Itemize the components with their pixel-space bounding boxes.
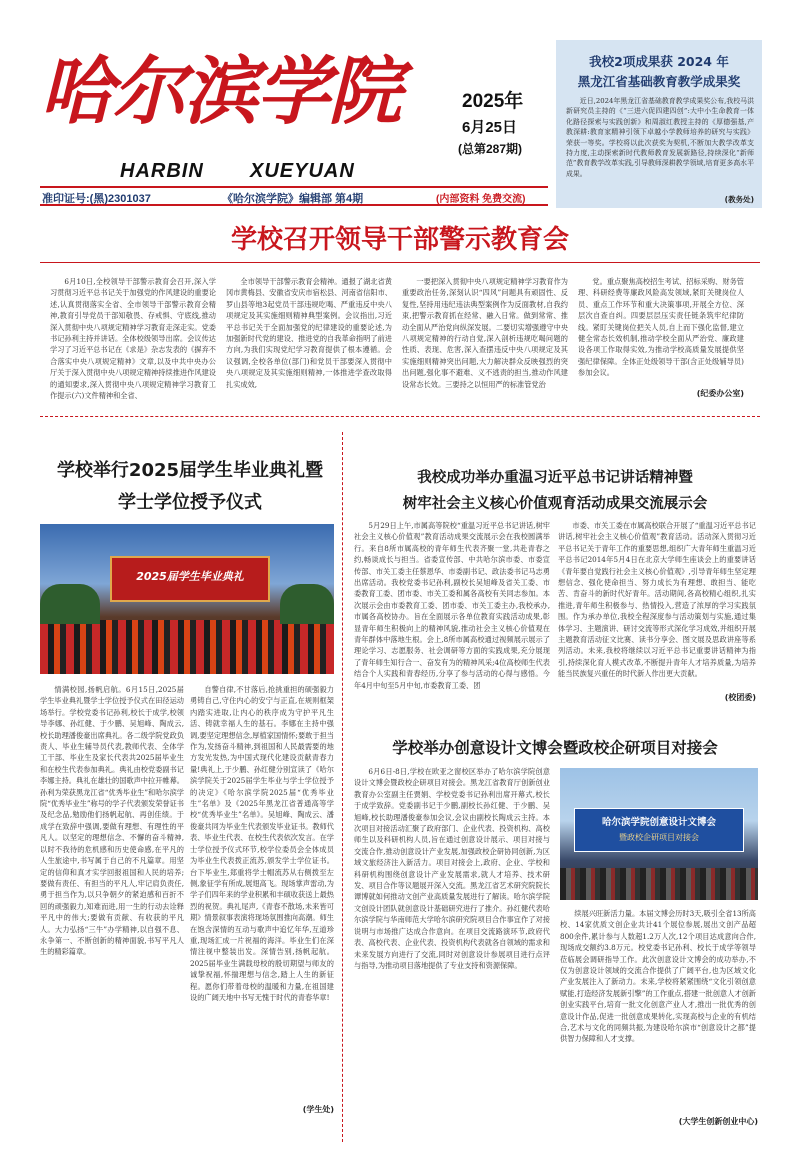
article1-rule — [40, 262, 760, 263]
article2-col1: 情满校园,扬帆启航。6月15日,2025届学生毕业典礼暨学士学位授予仪式在田径运动场举行。学校党委书记孙利,校长于成学,校领导李娜、孙红健、于少鹏、吴旭峰、陶成云,校长助理潘俊豪出席典礼。各二级学院党政负责人、毕业生辅导员代表,教师代表、全体学工干部、毕业生及家长代表共2025届毕业生和在校生代表参加典礼。典礼由校党委副书记李娜主持。典礼在雄壮的国歌声中拉开帷幕。孙利为荣获黑龙江省“优秀毕业生”和哈尔滨学院“优秀毕业生”称号的学子代表颁发荣誉证书及纪念品,勉励他们扬帆起航、再创佳绩。于成学在致辞中强调,要做有理想、有理性的平凡人。以坚定的理想信念、不懈的奋斗精神,以时不我待的危机感和历史使命感,在平凡的人生旅途中,书写属于自己的不凡篇章。用坚定的信仰和真才实学回报祖国和人民的培养;要做有责任、有担当的平凡人,牢记肩负责任,勇于担当作为,以只争朝夕的紧迫感和百折不回的顽强毅力,知难而进,用一生的行动去诠释平凡中的伟大;要做有贡献、有收获的平凡人。大力弘扬“三牛”办学精神,以自强不息、永争第一、不断创新的精神面貌,书写平凡人生的精彩篇章。 — [40, 685, 184, 957]
article4-headline: 学校举办创意设计文博会暨政校企研项目对接会 — [392, 739, 718, 757]
article3-signature: (校团委) — [724, 693, 756, 702]
graduate-crowd — [40, 620, 334, 674]
masthead-romanized-2: XUEYUAN — [250, 160, 355, 182]
masthead-year: 2025年 — [462, 91, 524, 112]
article3-headline-2: 树牢社会主义核心价值观育活动成果交流展示会 — [402, 496, 708, 512]
masthead-title: 哈尔滨学院 — [40, 49, 400, 135]
masthead — [40, 40, 550, 202]
article3-col1: 5月29日上午,市属高等院校“重温习近平总书记讲话,树牢社会主义核心价值观”教育活动成果交流展示会在我校圆满举行。来自8所市属高校的青年师生代表齐聚一堂,共赴青春之约,畅谈成长与担当。省委宣传部、中共哈尔滨市委、市委宣传部、市关工委主任蔡恩华、市委副书记、政法委书记马志勇出席活动。我校党委书记孙利,副校长吴旭峰及省关工委、市委教育工委、团市委、市关工委和属各高校有关同志参加。本次展示会由市委教育工委、团市委、市关工委主办,我校承办,市属各高校协办。旨在全面展示各单位教育实践活动成果,彰显青年师生积极向上的精神风貌,推动社会主义核心价值观在青年群体中落地生根。会上,8所市属高校通过视频展示展示了理论学习、志愿服务、社会调研等方面的实践成果,充分展现了青年师生知行合一、奋发有为的精神风采;4位高校师生代表结合个人实践和青春经历,分享了参与活动的心得与感悟。今年4月中旬至5月中旬,市委教育工委、团 — [354, 521, 550, 690]
article4-signature: (大学生创新创业中心) — [678, 1117, 758, 1126]
article2-headline-2: 学士学位授予仪式 — [118, 492, 262, 513]
trees-left — [40, 584, 100, 624]
expo-photo — [560, 768, 758, 900]
article4-col1: 6月6日-8日,学校在欧亚之窗校区举办了哈尔滨学院创意设计文博会暨政校企研项目对接会。黑龙江省教育厅创新创业教育办公室副主任贾娟、学校党委书记孙利出席开幕式,校长于成学致辞。党委副书记于少鹏,副校长孙红健、于少鹏、吴旭峰,校长助理潘俊豪参加会议,会议由副校长陶成云主持。本次项目对接活动汇聚了政府部门、企业代表、投资机构、高校师生以及科研机构人员,旨在通过创意设计展示、项目对接与交流合作,推动创意设计产业发展,加强政校企研协同创新,为区域文旅经济注入新活力。项目对接会上,政府、企业、学校和科研机构围绕创意设计产业发展需求,就人才培养、技术研发、项目合作等议题展开深入交流。黑龙江省艺术研究院院长谭博就如何推动文创产业高质量发展进行了解读。哈尔滨学院文创设计团队就创意设计基础研究进行了推介。孙红健代表哈尔滨学院与华南师范大学哈尔滨研究院项目合作事宜作了对接说明与市场推广达成合作意向。在项目交流路演环节,政府代表、高校代表、企业代表、投资机构代表就各自领域的需求和未来发展方向进行了交流,同时对创意设计参展项目进行点评与指导,为推动项目落地提供了专业支持和资源保障。 — [354, 767, 550, 970]
article2-col2: 自警自律,不甘落后,抢挑重担的硕强毅力勇铸自己,守住内心的安宁与正直,在规则框架内踏实进取,让内心的秩序成为守护平凡生活、铸就幸福人生的基石。李娜在主持中强调,要坚定理想信念,厚植家国情怀;要敢于担当作为,发扬奋斗精神,到祖国和人民最需要的地方发光发热,为中国式现代化建设贡献青春力量!典礼上,于少鹏、孙红健分别宣读了《哈尔滨学院关于2025届学生毕业与学士学位授予的决定》《哈尔滨学院2025届“优秀毕业生”名单》及《2025年黑龙江省普通高等学校“优秀毕业生”名单》。吴旭峰、陶成云、潘俊豪共同为毕业生代表颁发毕业证书。教师代表、毕业生代表、在校生代表依次发言。在学士学位授予仪式环节,校学位委员会全体成员为毕业生代表拨正流苏,颁发学士学位证书。台下毕业生,郑重将学士帽流苏从右侧拨至左侧,象征学有所成,展翅高飞。现场掌声雷动,为学子们四年来的学业积累和丰硕收获送上最热烈的祝贺。典礼尾声,《青春不散场,未来皆可期》情景叙事表演将现场氛围推向高潮。师生在饱含深情的互动与歌声中追忆年华,互道珍重,现场汇成一片祝福的海洋。毕业生们在深情注视中整装出发。深情告别,扬帆起航。2025届毕业生满载母校的殷切期望与师友的诚挚祝福,怀揣理想与信念,踏上人生的新征程。愿你们带着母校的温暖和力量,在祖国建设的广阔天地中书写无愧于时代的青春华章! — [190, 685, 334, 1002]
column-divider — [342, 432, 343, 1142]
article1-headline: 学校召开领导干部警示教育会 — [230, 225, 569, 255]
article1-col3: 一要把深入贯彻中央八项规定精神学习教育作为重要政治任务,深刻认识“四风”问题具有顽固性、反复性,坚持用违纪违法典型案例作为反面教材,自我约束,把警示教育抓在经常、融入日常。做到常常、推动全面从严治党向纵深发展。二要切实增强遵守中央八项规定精神的行动自觉,深入剖析违规吃喝问题的性质、表现、危害,深入查摆违反中央八项规定及其实施细则精神突出问题,大力解决群众反映强烈的突出问题,强化事不避难、义不逃责的担当,推动作风建设常态长效。三要持之以恒用严的标准管党治 — [402, 277, 568, 389]
publisher: 《哈尔滨学院》编辑部 第4期 — [222, 193, 364, 205]
sidebar-body: 近日,2024年黑龙江省基础教育教学成果奖公布,我校马洪新研究员主持的《“三进六促四建四创”:大中小生命教育一体化路径探索与实践创新》和周淑红教授主持的《厚德强基,产教深耕:教育家精神引领下卓越小学教师培养的研究与实践》荣获一等奖。学校将以此次获奖为契机,不断加大教学改革支持力度,主动探索新时代教师教育发展新路径,持续深化“新师范”教育教学改革实践,引导教师深耕教学领域,培育更多高水平成果。 — [566, 97, 754, 178]
article2-signature: (学生处) — [302, 1105, 334, 1114]
section-divider — [40, 416, 760, 417]
article1-col1: 6月10日,全校领导干部警示教育会召开,深入学习贯彻习近平总书记关于加强党的作风建设的重要论述,认真贯彻落实全省、全市领导干部警示教育会精神,教育引导党员干部知敬畏、存戒惧、守底线,推动深入贯彻中央八项规定精神学习教育走深走实。党委书记孙利主持并讲话。全体校级领导出席。会议传达学习了习近平总书记在《求是》杂志发表的《摒弃不合落实中央八项规定精神》文章,以及中共中央办公厅关于深入贯彻中央八项规定精神持续推进作风建设的通知要求,深入贯彻中央八项规定精神学习教育工作提示(六)文件精神和全省、 — [50, 277, 216, 400]
sidebar-signature: (教务处) — [724, 195, 754, 204]
article1-signature: (纪委办公室) — [696, 389, 744, 398]
article3-headline-1: 我校成功举办重温习近平总书记讲话精神暨 — [417, 470, 693, 486]
info-bar — [40, 186, 548, 206]
article4-col2: 续展兴旺新活力量。本届文博会历时3天,吸引全省13所高校、14家优质文创企业共计41个展位参展,展出文创产品超800余件,累计参与人数超1.2万人次,12个项目达成意向合作,现场成交额约3.8万元。校党委书记孙利、校长于成学等领导莅临展会调研指导工作。此次创意设计文博会的成功举办,不仅为创意设计领域的交流合作提供了广阔平台,也为区域文化产业发展注入了新动力。未来,学校将紧紧围绕“文化引领创意赋能,打造经济发展新引擎”的工作重点,搭建一批创意人才创新创业实践平台,培育一批文化创意产业人才,推出一批优秀的创意设计作品,促进一批创意成果转化,实现高校与企业的有机结合,艺术与文化的同频共振,为建设哈尔滨市“创意设计之都”提供智力保障和人才支撑。 — [560, 909, 756, 1044]
expo-banner-sub: 暨政校企研项目对接会 — [619, 833, 699, 842]
article1-col4: 党。重点聚焦高校招生考试、招标采购、财务管理、科研经费等廉政风险高发领域,紧盯关键岗位人员、重点工作环节和重大决策事项,开展全方位、深层次自查自纠。四要层层压实责任链条筑牢纪律防线。紧盯关键岗位把关人员,自上而下强化监督,建立健全常态长效机制,推动学校全面从严治党、廉政建设各项工作取得实效,为推动学校高质量发展提供坚强纪律保障。全体正处级领导干部(含正处级辅导员)参加会议。 — [578, 277, 744, 378]
expo-crowd — [560, 868, 758, 900]
stage-caption: 2025届学生毕业典礼 — [136, 570, 244, 583]
article1-col2: 全市领导干部警示教育会精神。通报了湖北省黄冈市黄梅县、安徽省安庆市宿松县、河南省信阳市、罗山县等地3起党员干部违规吃喝、严重违反中央八项规定及其实施细则精神典型案例。会议指出,习近平总书记关于全面加强党的纪律建设的重要论述,为加强新时代党的建设、推进党的自我革命指明了前进方向,为我们实现党纪学习教育提供了根本遵循。会议强调,全校各单位(部门)和党员干部要深入贯彻中央八项规定及其实施细则精神,一体推进学查改取得扎实成效, — [226, 277, 392, 389]
article2-headline-1: 学校举行2025届学生毕业典礼暨 — [56, 460, 324, 481]
trees-right — [280, 584, 334, 624]
article3-col2: 市委、市关工委在市属高校联合开展了“重温习近平总书记讲话,树牢社会主义核心价值观”教育活动。活动深入贯彻习近平总书记关于青年工作的重要思想,组织广大青年师生重温习近平总书记2014年5月4日在北京大学师生座谈会上的重要讲话《青年要自觉践行社会主义核心价值观》,引导青年师生坚定理想信念、强化使命担当、努力成长为有理想、敢担当、能吃苦、肯奋斗的新时代好青年。活动期间,各高校精心组织,扎实推进,青年师生积极参与、热情投入,营造了浓厚的学习实践氛围。作为承办单位,我校全程深度参与活动策划与实施,通过集体学习、主题演讲、研讨交流等形式深化学习成效,并组织开展主题教育活动征文比赛、读书分享会、图文展及思政讲座等系列活动。未来,我校将继续以习近平总书记重要讲话精神为指引,持续深化育人模式改革,不断提升青年人才培养质量,为培养能当民族复兴重任的时代新人作出更大贡献。 — [558, 521, 756, 679]
graduation-photo — [40, 524, 334, 674]
sidebar-box — [556, 40, 762, 208]
masthead-date: 6月25日 — [462, 119, 518, 136]
masthead-romanized-1: HARBIN — [120, 160, 204, 182]
sidebar-headline-1: 我校2项成果获 2024 年 — [589, 54, 729, 69]
license-number: 准印证号:(黑)2301037 — [42, 193, 151, 205]
internal-note: (内部资料 免费交流) — [436, 194, 526, 205]
expo-banner-title: 哈尔滨学院创意设计文博会 — [601, 817, 716, 828]
masthead-issue: (总第287期) — [458, 142, 523, 156]
sidebar-headline-2: 黑龙江省基础教育教学成果奖 — [577, 74, 741, 89]
